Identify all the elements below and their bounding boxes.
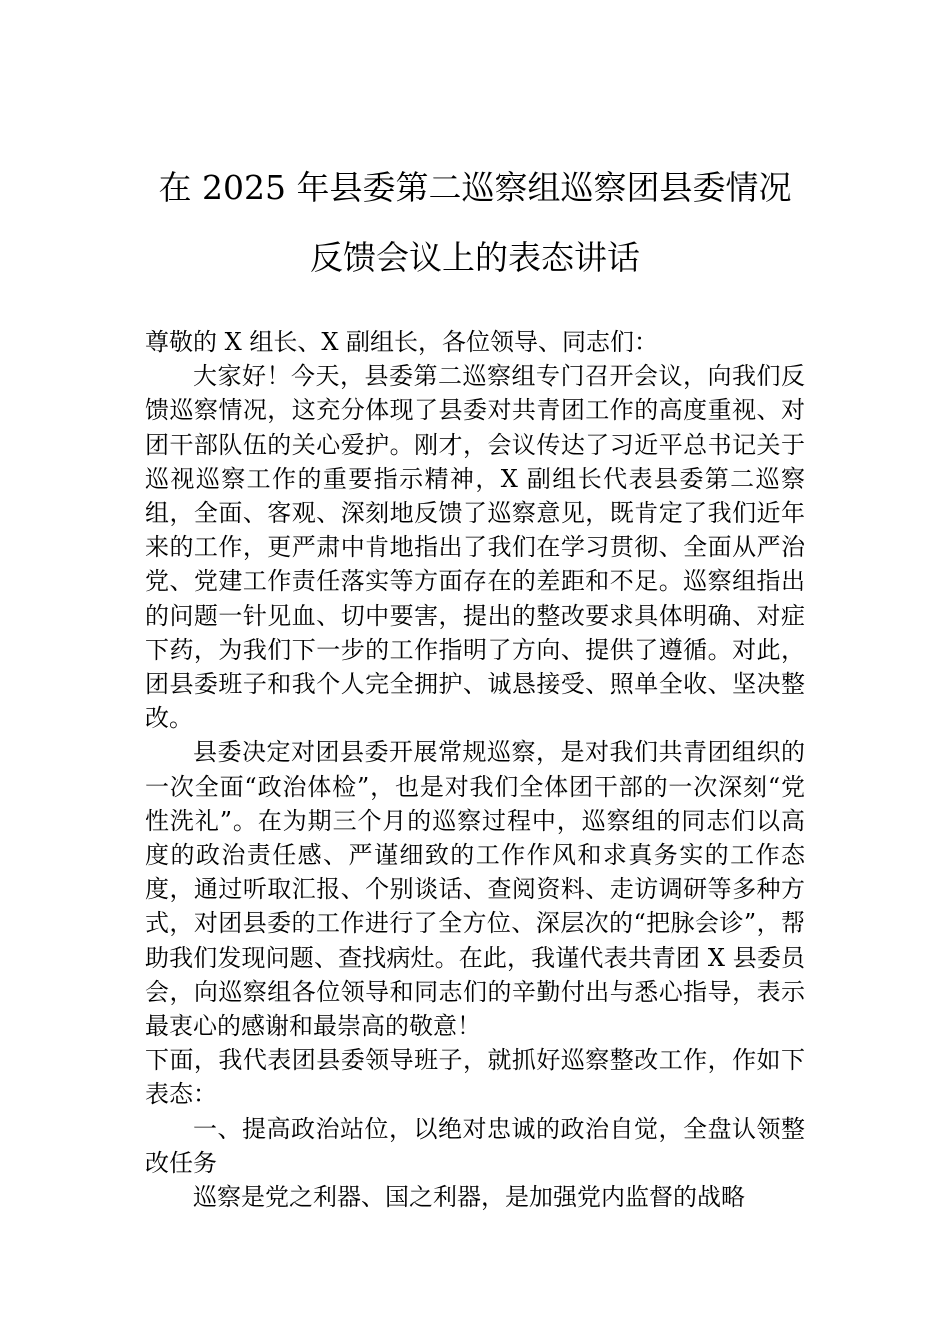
section-heading-1: 一、提高政治站位，以绝对忠诚的政治自觉，全盘认领整改任务 [145, 1114, 805, 1177]
paragraph-3: 巡察是党之利器、国之利器，是加强党内监督的战略 [193, 1183, 745, 1212]
transition-paragraph: 下面，我代表团县委领导班子，就抓好巡察整改工作，作如下表态： [145, 1046, 805, 1109]
document-title-line-1: 在 2025 年县委第二巡察组巡察团县委情况 [158, 168, 792, 207]
salutation: 尊敬的 X 组长、X 副组长，各位领导、同志们： [145, 328, 659, 356]
document-title-line-2: 反馈会议上的表态讲话 [310, 238, 640, 277]
document-body [145, 325, 805, 1214]
paragraph-2: 县委决定对团县委开展常规巡察，是对我们共青团组织的一次全面“政治体检”，也是对我们全体团干部的一次深刻“党性洗礼”。在为期三个月的巡察过程中，巡察组的同志们以高度的政治责任感、严谨细致的工作作风和求真务实的工作态度，通过听取汇报、个别谈话、查阅资料、走访调研等多种方式，对团县委的工作进行了全方位、深层次的“把脉会诊”，帮助我们发现问题、查找病灶。在此，我谨代表共青团 X 县委员会，向巡察组各位领导和同志们的辛勤付出与悉心指导，表示最衷心的感谢和最崇高的敬意！ [145, 738, 805, 1041]
paragraph-1: 大家好！今天，县委第二巡察组专门召开会议，向我们反馈巡察情况，这充分体现了县委对共青团工作的高度重视、对团干部队伍的关心爱护。刚才，会议传达了习近平总书记关于巡视巡察工作的重要指示精神，X 副组长代表县委第二巡察组，全面、客观、深刻地反馈了巡察意见，既肯定了我们近年来的工作，更严肃中肯地指出了我们在学习贯彻、全面从严治党、党建工作责任落实等方面存在的差距和不足。巡察组指出的问题一针见血、切中要害，提出的整改要求具体明确、对症下药，为我们下一步的工作指明了方向、提供了遵循。对此，团县委班子和我个人完全拥护、诚恳接受、照单全收、坚决整改。 [145, 362, 805, 733]
